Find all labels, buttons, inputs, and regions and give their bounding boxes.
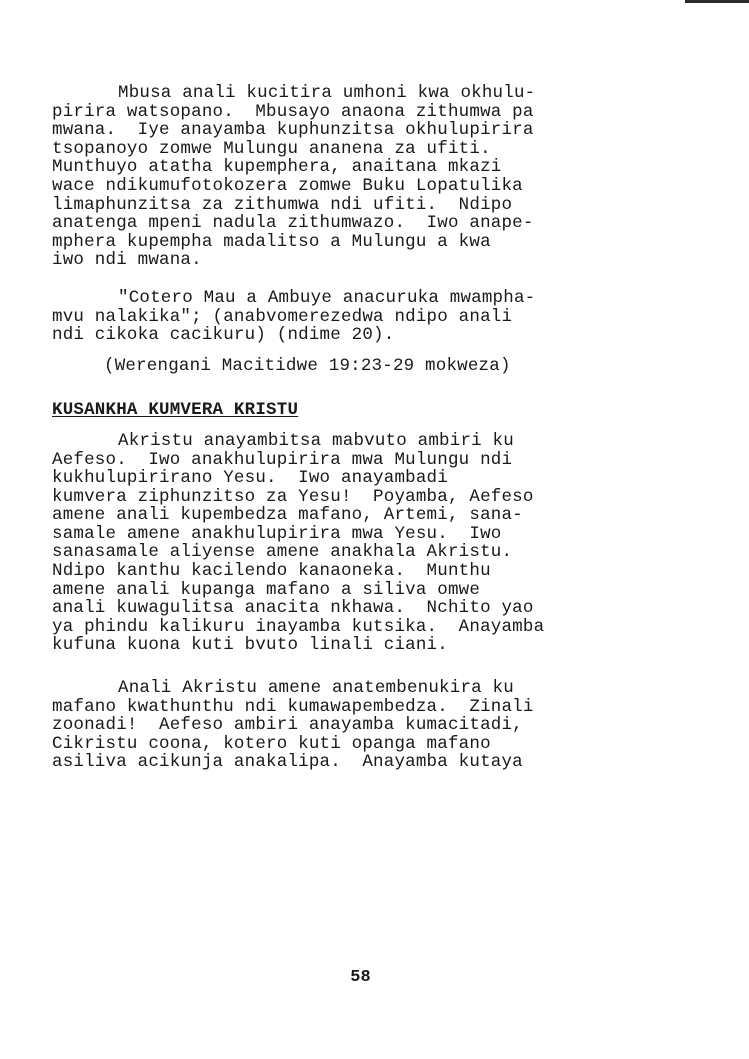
paragraph-line: "Cotero Mau a Ambuye anacuruka mwampha- bbox=[118, 287, 536, 308]
scripture-reference bbox=[52, 357, 692, 376]
paragraph-line: sanasamale aliyense amene anakhala Akristu. bbox=[52, 542, 513, 563]
paragraph-line: anatenga mpeni nadula zithumwazo. Iwo anape- bbox=[52, 213, 534, 234]
paragraph-anali bbox=[52, 679, 692, 772]
paragraph-line: amene anali kupanga mafano a siliva omwe bbox=[52, 579, 481, 600]
paragraph-mbusa bbox=[52, 84, 692, 270]
document-page bbox=[52, 84, 692, 772]
paragraph-line: kufuna kuona kuti bvuto linali ciani. bbox=[52, 635, 448, 656]
paragraph-line: Akristu anayambitsa mabvuto ambiri ku bbox=[118, 430, 514, 451]
section-heading-wrap bbox=[52, 401, 692, 420]
paragraph-line: mvu nalakika"; (anabvomerezedwa ndipo anali bbox=[52, 306, 513, 327]
paragraph-line: Anali Akristu amene anatembenukira ku bbox=[118, 678, 514, 699]
paragraph-line: limaphunzitsa za zithumwa ndi ufiti. Ndipo bbox=[52, 194, 513, 215]
paragraph-line: zoonadi! Aefeso ambiri anayamba kumacitadi, bbox=[52, 715, 523, 736]
section-heading: KUSANKHA KUMVERA KRISTU bbox=[52, 400, 299, 421]
paragraph-line: tsopanoyo zomwe Mulungu ananena za ufiti. bbox=[52, 138, 491, 159]
paragraph-line: anali kuwagulitsa anacita nkhawa. Nchito yao bbox=[52, 598, 534, 619]
paragraph-line: mwana. Iye anayamba kuphunzitsa okhulupirira bbox=[52, 120, 534, 141]
paragraph-line: Ndipo kanthu kacilendo kanaoneka. Munthu bbox=[52, 561, 491, 582]
paragraph-line: Munthuyo atatha kupemphera, anaitana mkazi bbox=[52, 157, 502, 178]
paragraph-line: Mbusa anali kucitira umhoni kwa okhulu- bbox=[118, 83, 536, 103]
page-number: 58 bbox=[350, 968, 371, 987]
paragraph-line: mafano kwathunthu ndi kumawapembedza. Zinali bbox=[52, 696, 534, 717]
paragraph-akristu bbox=[52, 432, 692, 655]
paragraph-line: ndi cikoka cacikuru) (ndime 20). bbox=[52, 325, 395, 346]
reference-line: (Werengani Macitidwe 19:23-29 mokweza) bbox=[104, 355, 511, 376]
paragraph-line: iwo ndi mwana. bbox=[52, 250, 202, 271]
paragraph-line: amene anali kupembedza mafano, Artemi, sana- bbox=[52, 505, 523, 526]
paragraph-line: kukhulupirirano Yesu. Iwo anayambadi bbox=[52, 468, 448, 489]
paragraph-line: wace ndikumufotokozera zomwe Buku Lopatulika bbox=[52, 175, 523, 196]
paragraph-line: Cikristu coona, kotero kuti opanga mafano bbox=[52, 733, 491, 754]
paragraph-line: samale amene anakhulupirira mwa Yesu. Iwo bbox=[52, 523, 502, 544]
paragraph-quote bbox=[52, 289, 692, 345]
paragraph-line: Aefeso. Iwo anakhulupirira mwa Mulungu ndi bbox=[52, 449, 513, 470]
paragraph-line: mphera kupempha madalitso a Mulungu a kwa bbox=[52, 231, 491, 252]
paragraph-line: asiliva acikunja anakalipa. Anayamba kutaya bbox=[52, 752, 523, 773]
paragraph-line: pirira watsopano. Mbusayo anaona zithumwa pa bbox=[52, 101, 534, 122]
scan-corner-rule bbox=[685, 0, 749, 3]
paragraph-line: ya phindu kalikuru inayamba kutsika. Anayamba bbox=[52, 616, 545, 637]
paragraph-line: kumvera ziphunzitso za Yesu! Poyamba, Aefeso bbox=[52, 486, 534, 507]
